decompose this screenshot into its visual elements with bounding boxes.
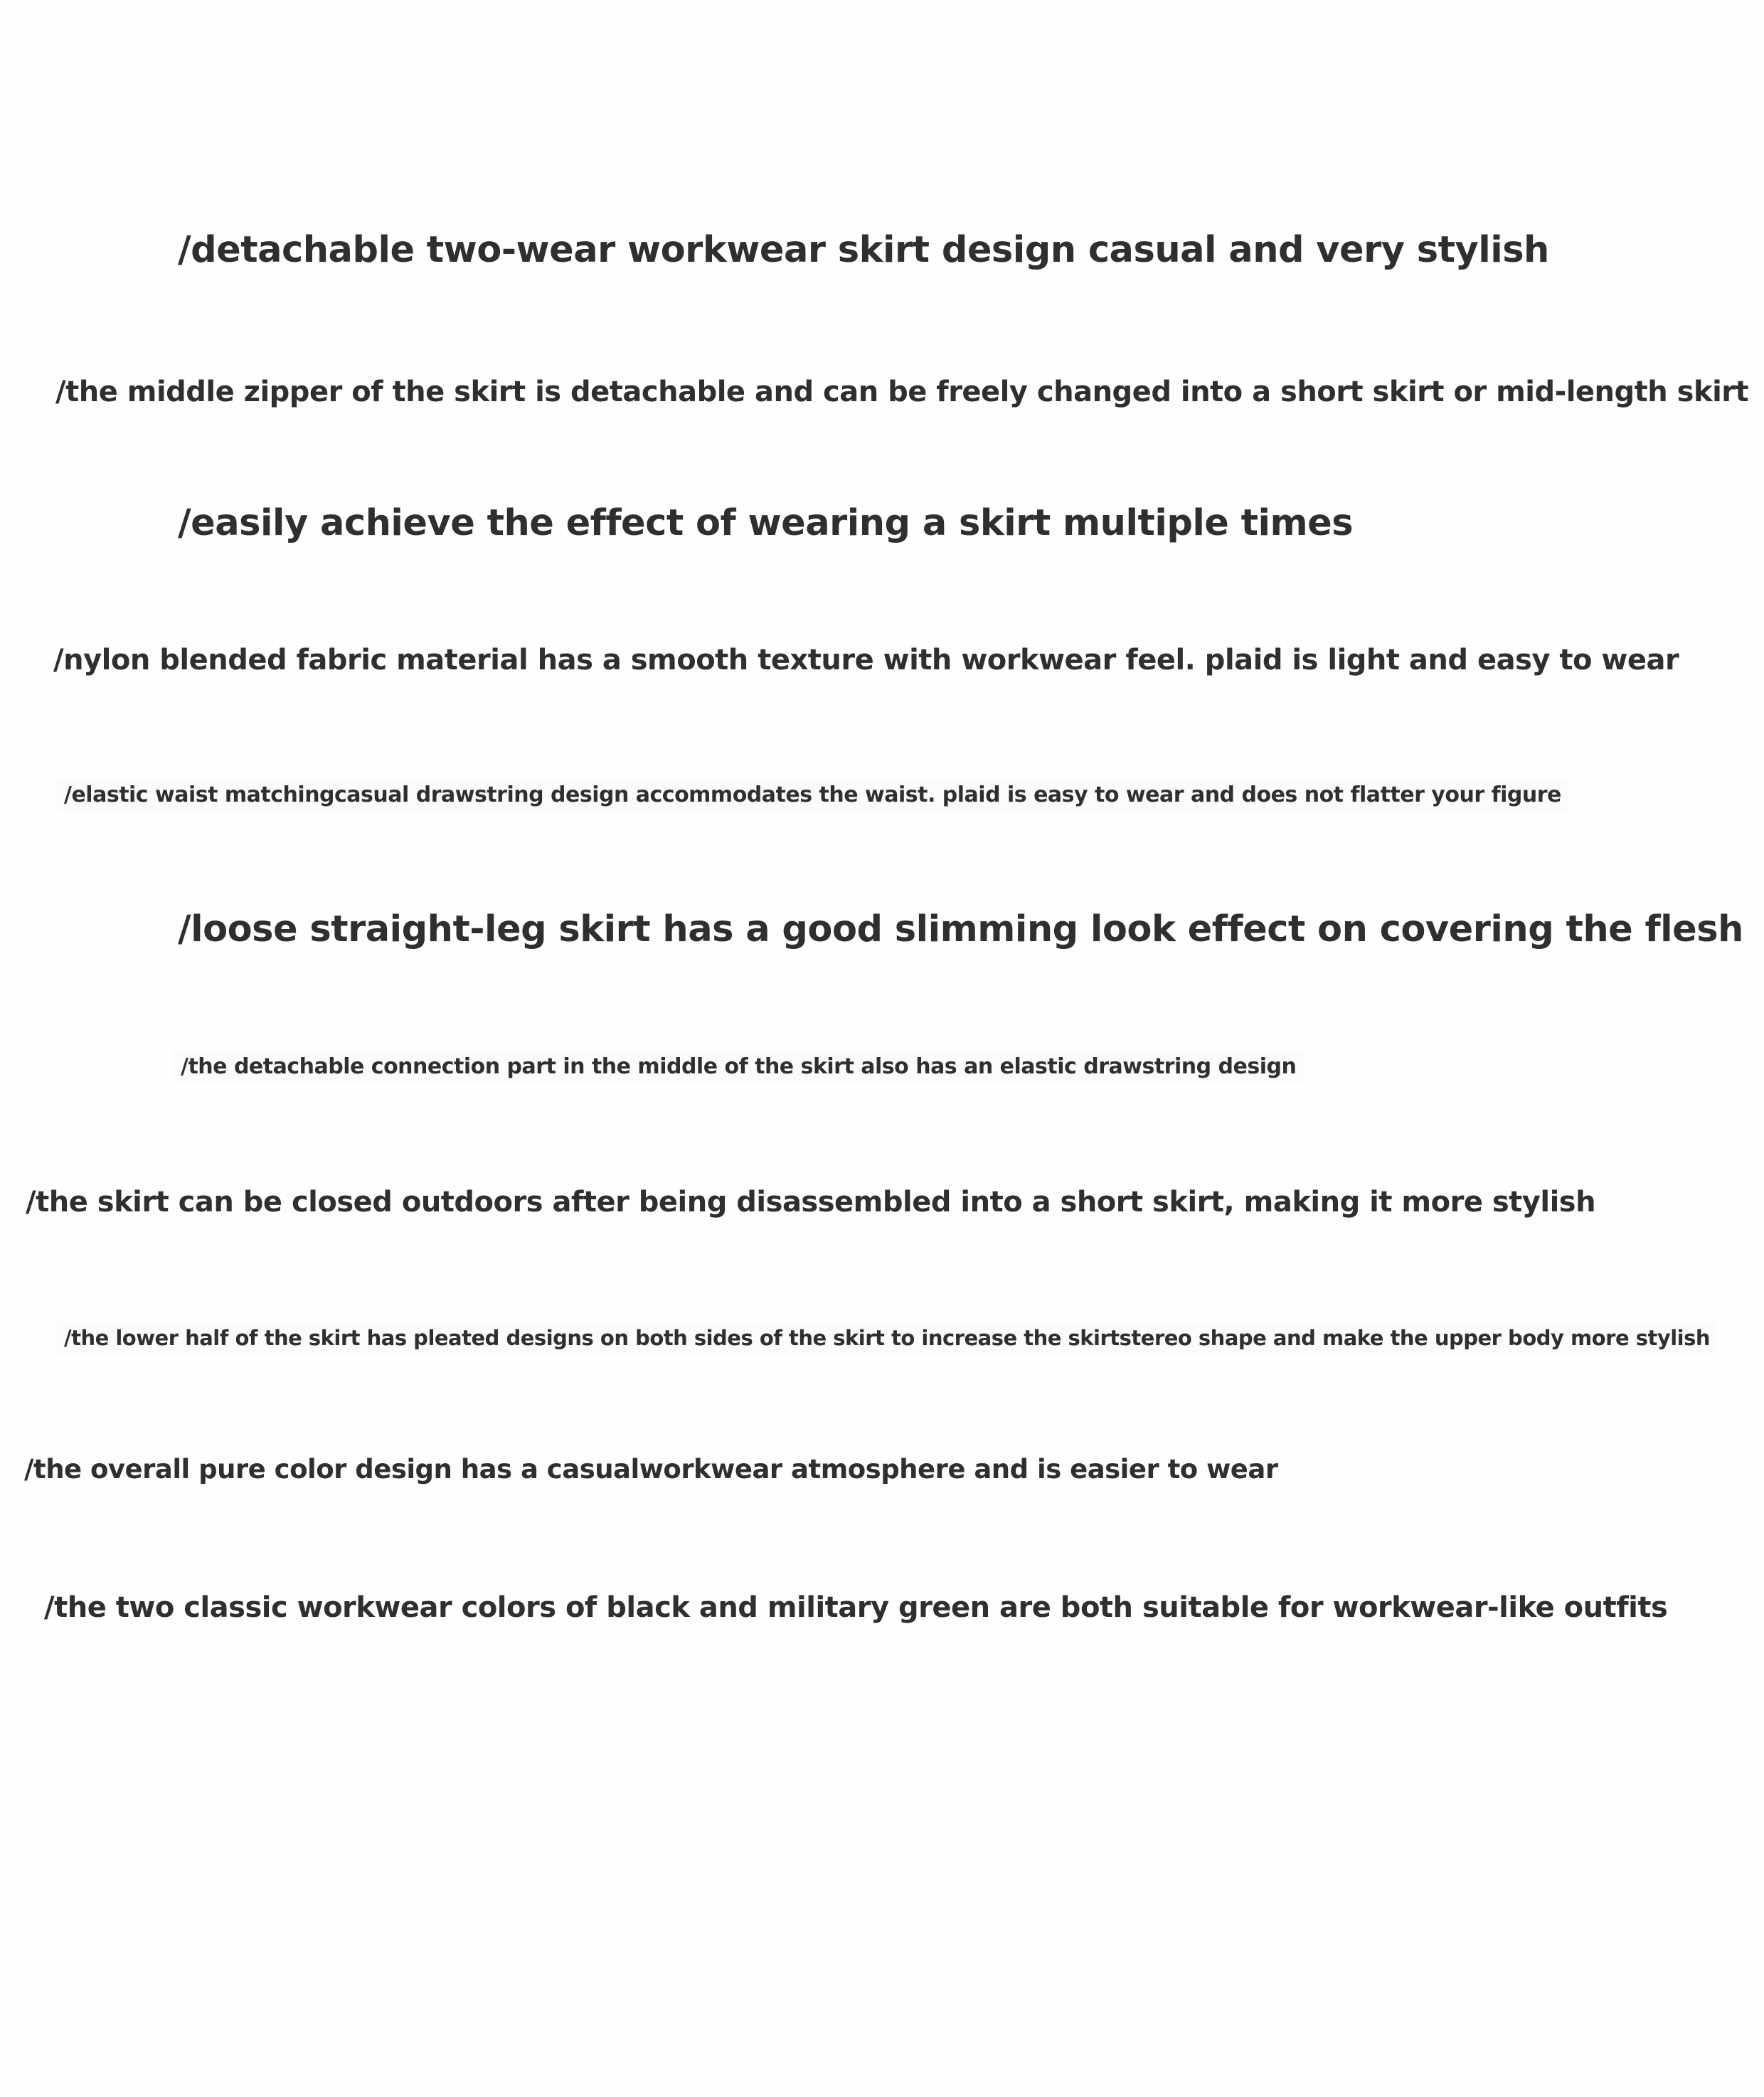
feature-text-connection-drawstring: /the detachable connection part in the middle of the skirt also has an elastic drawstring design [174,1050,1303,1083]
feature-heading-detachable-two-wear: /detachable two-wear workwear skirt design casual and very stylish [178,229,1549,271]
feature-text-pleated-lower-half: /the lower half of the skirt has pleated designs on both sides of the skirt to increase the skirtstereo shape and make the upper body more stylish [57,1322,1717,1354]
feature-text-short-skirt-outdoors: /the skirt can be closed outdoors after being disassembled into a short skirt, making it more stylish [26,1186,1596,1219]
feature-text-pure-color-design: /the overall pure color design has a casualworkwear atmosphere and is easier to wear [24,1454,1278,1485]
feature-heading-multiple-wear-effect: /easily achieve the effect of wearing a skirt multiple times [178,502,1354,544]
feature-text-elastic-waist: /elastic waist matchingcasual drawstring design accommodates the waist. plaid is easy to wear and does not flatter your figure [57,778,1568,812]
feature-text-classic-colors: /the two classic workwear colors of black and military green are both suitable for workwear-like outfits [44,1591,1668,1624]
feature-text-middle-zipper: /the middle zipper of the skirt is detachable and can be freely changed into a short skirt or mid-length skirt [55,376,1749,408]
feature-text-nylon-fabric: /nylon blended fabric material has a smooth texture with workwear feel. plaid is light and easy to wear [53,644,1679,676]
feature-heading-straight-leg-slimming: /loose straight-leg skirt has a good slimming look effect on covering the flesh [178,908,1743,950]
